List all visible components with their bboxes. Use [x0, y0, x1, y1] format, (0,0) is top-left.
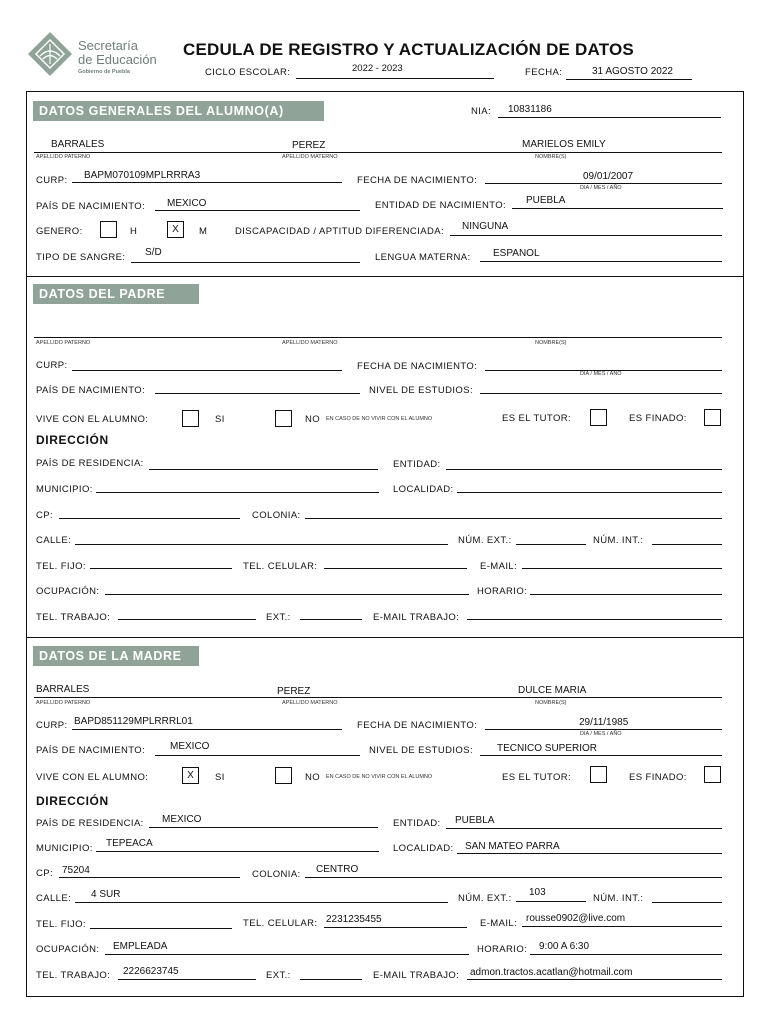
madre-pais-nac-value[interactable]: MEXICO — [170, 741, 210, 752]
alumno-pais-nac-label: PAÍS DE NACIMIENTO: — [36, 201, 146, 212]
padre-entidad-label: ENTIDAD: — [393, 459, 441, 470]
padre-curp-label: CURP: — [36, 360, 68, 371]
padre-vive-no-checkbox[interactable] — [275, 410, 292, 427]
madre-section-title: DATOS DE LA MADRE — [33, 646, 199, 666]
madre-tel-trabajo-label: TEL. TRABAJO: — [36, 970, 111, 981]
madre-num-int-underline[interactable] — [652, 902, 722, 903]
madre-ocupacion-label: OCUPACIÓN: — [36, 944, 100, 955]
fecha-label: FECHA: — [525, 67, 563, 78]
madre-colonia-value[interactable]: CENTRO — [316, 864, 359, 875]
padre-colonia-underline[interactable] — [305, 518, 722, 519]
alumno-curp-value[interactable]: BAPM070109MPLRRRA3 — [84, 170, 201, 181]
padre-num-int-underline[interactable] — [652, 544, 722, 545]
fecha-value: 31 AGOSTO 2022 — [592, 66, 673, 77]
sub-nombres: NOMBRE(S) — [535, 154, 567, 160]
padre-calle-underline[interactable] — [75, 544, 448, 545]
madre-colonia-underline — [305, 877, 722, 878]
padre-fecha-nac-label: FECHA DE NACIMIENTO: — [357, 361, 478, 372]
madre-horario-underline — [530, 954, 722, 955]
madre-fecha-nac-value[interactable]: 29/11/1985 — [579, 717, 629, 728]
padre-horario-label: HORARIO: — [477, 586, 528, 597]
alumno-apellido-paterno[interactable]: BARRALES — [51, 139, 105, 150]
madre-localidad-value[interactable]: SAN MATEO PARRA — [465, 841, 560, 852]
alumno-entidad-nac-value[interactable]: PUEBLA — [526, 195, 566, 206]
ciclo-label: CICLO ESCOLAR: — [205, 67, 291, 78]
madre-nivel-value[interactable]: TECNICO SUPERIOR — [497, 743, 598, 754]
madre-cp-underline — [59, 877, 240, 878]
madre-pais-res-underline — [149, 827, 378, 828]
padre-nivel-underline[interactable] — [480, 393, 722, 394]
madre-direccion-heading: DIRECCIÓN — [36, 794, 109, 808]
madre-tel-cel-label: TEL. CELULAR: — [243, 918, 318, 929]
padre-municipio-label: MUNICIPIO: — [36, 484, 93, 495]
padre-tel-fijo-label: TEL. FIJO: — [36, 561, 86, 572]
alumno-curp-underline — [72, 182, 342, 183]
padre-section — [26, 276, 744, 638]
madre-finado-checkbox[interactable] — [704, 766, 721, 783]
genero-h-checkbox[interactable] — [100, 221, 117, 238]
madre-horario-value[interactable]: 9:00 A 6:30 — [539, 941, 590, 952]
nia-underline — [498, 117, 721, 118]
madre-sub-apellido-materno: APELLIDO MATERNO — [282, 700, 338, 706]
madre-name-underline — [34, 697, 722, 698]
alumno-name-underline — [34, 152, 722, 153]
madre-tel-fijo-underline[interactable] — [90, 928, 232, 929]
padre-horario-underline[interactable] — [530, 594, 722, 595]
padre-email-trabajo-label: E-MAIL TRABAJO: — [373, 612, 460, 623]
padre-localidad-underline[interactable] — [457, 492, 722, 493]
alumno-apellido-materno[interactable]: PEREZ — [292, 140, 326, 151]
madre-vive-si-checkbox[interactable]: X — [182, 767, 199, 784]
madre-curp-label: CURP: — [36, 720, 68, 731]
lengua-value[interactable]: ESPANOL — [493, 248, 540, 259]
alumno-fecha-nac-value[interactable]: 09/01/2007 — [583, 171, 634, 182]
madre-ext-label: EXT.: — [266, 970, 291, 981]
padre-ocupacion-label: OCUPACIÓN: — [36, 586, 100, 597]
alumno-pais-nac-underline — [155, 210, 360, 211]
alumno-fecha-nac-label: FECHA DE NACIMIENTO: — [357, 175, 478, 186]
madre-tel-trabajo-value[interactable]: 2226623745 — [123, 966, 179, 977]
madre-num-ext-underline — [516, 901, 586, 902]
padre-nivel-label: NIVEL DE ESTUDIOS: — [369, 385, 473, 396]
padre-tutor-label: ES EL TUTOR: — [502, 413, 572, 424]
padre-email-trabajo-underline[interactable] — [467, 619, 722, 620]
logo-line3: Gobierno de Puebla — [78, 69, 130, 75]
sub-dia-mes-ano-1: DIA / MES / AÑO — [580, 185, 622, 191]
padre-vive-no-label: NO — [305, 414, 321, 425]
padre-section-title: DATOS DEL PADRE — [33, 284, 199, 304]
madre-tutor-label: ES EL TUTOR: — [502, 772, 572, 783]
madre-email-trabajo-label: E-MAIL TRABAJO: — [373, 970, 460, 981]
madre-tel-trabajo-underline — [118, 979, 256, 980]
ciclo-value: 2022 - 2023 — [352, 63, 403, 74]
padre-num-int-label: NÚM. INT.: — [593, 535, 644, 546]
madre-horario-label: HORARIO: — [477, 944, 528, 955]
alumno-genero-label: GENERO: — [36, 226, 83, 237]
padre-pais-nac-label: PAÍS DE NACIMIENTO: — [36, 385, 146, 396]
padre-ext-label: EXT.: — [266, 612, 291, 623]
madre-num-int-label: NÚM. INT.: — [593, 893, 644, 904]
padre-sub-dia-mes-ano: DIA / MES / AÑO — [580, 371, 622, 377]
madre-sub-nombres: NOMBRE(S) — [535, 700, 567, 706]
madre-tel-fijo-label: TEL. FIJO: — [36, 919, 86, 930]
alumno-fecha-nac-underline — [485, 183, 722, 184]
padre-entidad-underline[interactable] — [446, 469, 722, 470]
padre-tel-cel-label: TEL. CELULAR: — [243, 561, 318, 572]
madre-cp-label: CP: — [36, 868, 54, 879]
alumno-curp-label: CURP: — [36, 175, 68, 186]
nia-label: NIA: — [471, 106, 492, 117]
madre-vive-label: VIVE CON EL ALUMNO: — [36, 772, 149, 783]
padre-colonia-label: COLONIA: — [252, 510, 301, 521]
padre-name-underline — [34, 337, 722, 338]
padre-tel-trabajo-label: TEL. TRABAJO: — [36, 612, 111, 623]
padre-cp-label: CP: — [36, 510, 54, 521]
madre-ext-underline[interactable] — [300, 979, 362, 980]
madre-tel-cel-underline — [324, 927, 467, 928]
lengua-label: LENGUA MATERNA: — [375, 252, 471, 263]
madre-num-ext-value[interactable]: 103 — [529, 887, 546, 898]
alumno-nombres[interactable]: MARIELOS EMILY — [522, 139, 606, 150]
madre-sub-apellido-paterno: APELLIDO PATERNO — [36, 700, 91, 706]
padre-tel-trabajo-underline[interactable] — [118, 619, 256, 620]
madre-curp-value[interactable]: BAPD851129MPLRRRL01 — [74, 716, 193, 727]
madre-email-label: E-MAIL: — [480, 918, 518, 929]
madre-localidad-label: LOCALIDAD: — [393, 843, 454, 854]
discapacidad-label: DISCAPACIDAD / APTITUD DIFERENCIADA: — [235, 226, 445, 237]
madre-tel-cel-value[interactable]: 2231235455 — [326, 914, 382, 925]
madre-en-caso-note: EN CASO DE NO VIVIR CON EL ALUMNO — [326, 774, 433, 780]
madre-municipio-underline — [96, 851, 379, 852]
alumno-pais-nac-value[interactable]: MEXICO — [167, 198, 207, 209]
madre-vive-si-label: SI — [215, 772, 225, 783]
madre-pais-res-value[interactable]: MEXICO — [162, 814, 202, 825]
sub-apellido-paterno: APELLIDO PATERNO — [36, 154, 91, 160]
page-title: CEDULA DE REGISTRO Y ACTUALIZACIÓN DE DATOS — [183, 40, 634, 59]
logo-line2: de Educación — [78, 52, 157, 67]
sub-apellido-materno: APELLIDO MATERNO — [282, 154, 338, 160]
padre-vive-si-checkbox[interactable] — [182, 410, 199, 427]
padre-pais-res-label: PAÍS DE RESIDENCIA: — [36, 458, 144, 469]
madre-pais-res-label: PAÍS DE RESIDENCIA: — [36, 818, 144, 829]
padre-calle-label: CALLE: — [36, 535, 72, 546]
education-logo-icon — [26, 30, 74, 78]
padre-direccion-heading: DIRECCIÓN — [36, 433, 109, 447]
madre-apellido-paterno[interactable]: BARRALES — [36, 684, 90, 695]
padre-finado-checkbox[interactable] — [704, 409, 721, 426]
madre-pais-nac-label: PAÍS DE NACIMIENTO: — [36, 745, 146, 756]
madre-apellido-materno[interactable]: PEREZ — [277, 686, 311, 697]
padre-email-underline[interactable] — [522, 568, 722, 569]
genero-m-checkbox[interactable]: X — [167, 221, 184, 238]
tipo-sangre-label: TIPO DE SANGRE: — [36, 252, 126, 263]
padre-pais-nac-underline[interactable] — [155, 393, 360, 394]
padre-finado-label: ES FINADO: — [629, 413, 687, 424]
discapacidad-underline — [450, 235, 722, 236]
discapacidad-value[interactable]: NINGUNA — [462, 221, 509, 232]
madre-fecha-nac-label: FECHA DE NACIMIENTO: — [357, 720, 478, 731]
padre-tel-cel-underline[interactable] — [324, 568, 467, 569]
madre-email-value[interactable]: rousse0902@live.com — [526, 913, 626, 924]
madre-finado-label: ES FINADO: — [629, 772, 687, 783]
nia-value[interactable]: 10831186 — [508, 104, 552, 115]
madre-calle-value[interactable]: 4 SUR — [91, 889, 121, 900]
padre-en-caso-note: EN CASO DE NO VIVIR CON EL ALUMNO — [326, 416, 433, 422]
madre-sub-dia-mes-ano: DIA / MES / AÑO — [580, 731, 622, 737]
padre-sub-apellido-paterno: APELLIDO PATERNO — [36, 340, 91, 346]
ciclo-underline — [296, 78, 494, 79]
alumno-entidad-nac-label: ENTIDAD DE NACIMIENTO: — [375, 200, 507, 211]
padre-tutor-checkbox[interactable] — [590, 409, 607, 426]
madre-num-ext-label: NÚM. EXT.: — [458, 893, 512, 904]
madre-email-underline — [522, 926, 722, 927]
padre-vive-label: VIVE CON EL ALUMNO: — [36, 414, 149, 425]
padre-cp-underline[interactable] — [59, 518, 240, 519]
madre-email-trabajo-underline — [467, 979, 722, 980]
madre-curp-underline — [72, 729, 342, 730]
logo — [26, 30, 161, 78]
padre-localidad-label: LOCALIDAD: — [393, 484, 454, 495]
madre-email-trabajo-value[interactable]: admon.tractos.acatlan@hotmail.com — [470, 967, 633, 978]
padre-vive-si-label: SI — [215, 414, 225, 425]
madre-nivel-label: NIVEL DE ESTUDIOS: — [369, 745, 473, 756]
madre-entidad-value[interactable]: PUEBLA — [455, 815, 495, 826]
padre-tel-fijo-underline[interactable] — [90, 568, 232, 569]
padre-sub-nombres: NOMBRE(S) — [535, 340, 567, 346]
logo-line1: Secretaría — [78, 38, 138, 53]
madre-vive-no-label: NO — [305, 772, 321, 783]
padre-curp-underline[interactable] — [72, 370, 342, 371]
genero-m-label: M — [199, 226, 208, 237]
madre-entidad-underline — [446, 828, 722, 829]
alumno-entidad-nac-underline — [512, 208, 723, 209]
padre-num-ext-underline[interactable] — [516, 544, 586, 545]
padre-num-ext-label: NÚM. EXT.: — [458, 535, 512, 546]
madre-ocupacion-value[interactable]: EMPLEADA — [113, 941, 168, 952]
madre-pais-nac-underline — [155, 755, 360, 756]
madre-vive-no-checkbox[interactable] — [275, 767, 292, 784]
madre-municipio-value[interactable]: TEPEACA — [106, 838, 153, 849]
padre-pais-res-underline[interactable] — [149, 469, 378, 470]
madre-calle-underline — [75, 902, 448, 903]
alumno-section-title: DATOS GENERALES DEL ALUMNO(A) — [33, 101, 324, 121]
padre-sub-apellido-materno: APELLIDO MATERNO — [282, 340, 338, 346]
madre-entidad-label: ENTIDAD: — [393, 818, 441, 829]
madre-localidad-underline — [457, 853, 722, 854]
madre-calle-label: CALLE: — [36, 893, 72, 904]
padre-ext-underline[interactable] — [300, 619, 362, 620]
padre-municipio-underline[interactable] — [96, 492, 379, 493]
padre-ocupacion-underline[interactable] — [105, 594, 469, 595]
padre-email-label: E-MAIL: — [480, 561, 518, 572]
tipo-sangre-value[interactable]: S/D — [145, 247, 162, 258]
madre-ocupacion-underline — [105, 954, 469, 955]
madre-tutor-checkbox[interactable] — [590, 766, 607, 783]
madre-fecha-nac-underline — [485, 729, 722, 730]
madre-nivel-underline — [480, 755, 722, 756]
madre-colonia-label: COLONIA: — [252, 869, 301, 880]
fecha-underline — [566, 79, 692, 80]
lengua-underline — [480, 261, 722, 262]
genero-h-label: H — [130, 226, 138, 237]
madre-cp-value[interactable]: 75204 — [62, 865, 90, 876]
tipo-sangre-underline — [131, 262, 360, 263]
madre-municipio-label: MUNICIPIO: — [36, 843, 93, 854]
madre-nombres[interactable]: DULCE MARIA — [518, 685, 587, 696]
